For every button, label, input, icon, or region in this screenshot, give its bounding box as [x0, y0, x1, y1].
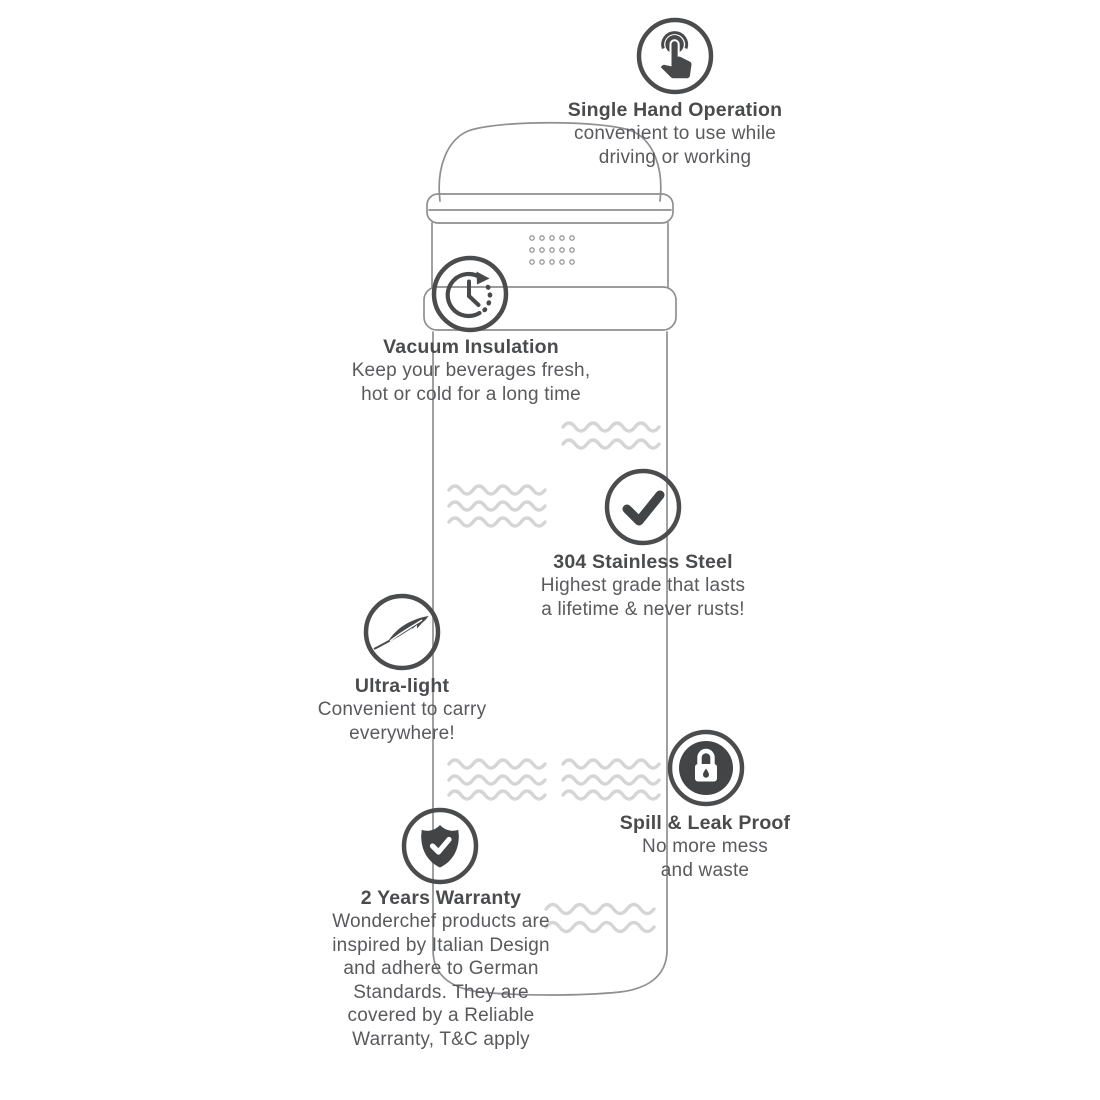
- feature-description-line: Convenient to carry: [317, 699, 487, 720]
- feature-title: Vacuum Insulation: [383, 336, 559, 358]
- feature-description-line: driving or working: [598, 146, 752, 168]
- feature-ultra-light: [262, 675, 542, 745]
- lid-vent-dots: [530, 236, 574, 264]
- feature-title: Ultra-light: [354, 675, 450, 697]
- feature-description-line: convenient to use while: [573, 123, 777, 144]
- feature-description-line: Wonderchef products are: [332, 911, 550, 932]
- feather-icon: [362, 592, 442, 672]
- hand-tap-icon: [635, 16, 715, 96]
- feature-description-line: Warranty, T&C apply: [352, 1028, 530, 1050]
- feature-description-line: everywhere!: [349, 722, 455, 744]
- feature-description-line: inspired by Italian Design: [332, 934, 550, 956]
- feature-description-line: Standards. They are: [353, 981, 529, 1003]
- feature-single-hand-operation: [535, 99, 815, 169]
- feature-title: 2 Years Warranty: [360, 887, 522, 909]
- clock-timer-icon: [430, 254, 510, 334]
- feature-title: Spill & Leak Proof: [619, 812, 791, 834]
- feature-stainless-steel: [503, 551, 783, 621]
- feature-description-line: and adhere to German: [343, 958, 539, 979]
- feature-description-line: Keep your beverages fresh,: [351, 360, 591, 381]
- feature-title: Single Hand Operation: [567, 99, 783, 121]
- shield-check-icon: [400, 806, 480, 886]
- feature-title: 304 Stainless Steel: [553, 551, 733, 573]
- feature-description-line: hot or cold for a long time: [361, 383, 581, 405]
- feature-description-line: Highest grade that lasts: [540, 575, 746, 596]
- flask-rim-band: [427, 194, 673, 223]
- feature-vacuum-insulation: [331, 336, 611, 406]
- feature-two-years-warranty: [301, 887, 581, 1051]
- feature-description-line: and waste: [660, 859, 750, 881]
- feature-description-line: No more mess: [642, 836, 768, 857]
- feature-description-line: covered by a Reliable: [347, 1005, 535, 1026]
- padlock-icon: [666, 728, 746, 808]
- feature-spill-leak-proof: [565, 812, 845, 882]
- checkmark-icon: [603, 467, 683, 547]
- feature-description-line: a lifetime & never rusts!: [541, 598, 745, 620]
